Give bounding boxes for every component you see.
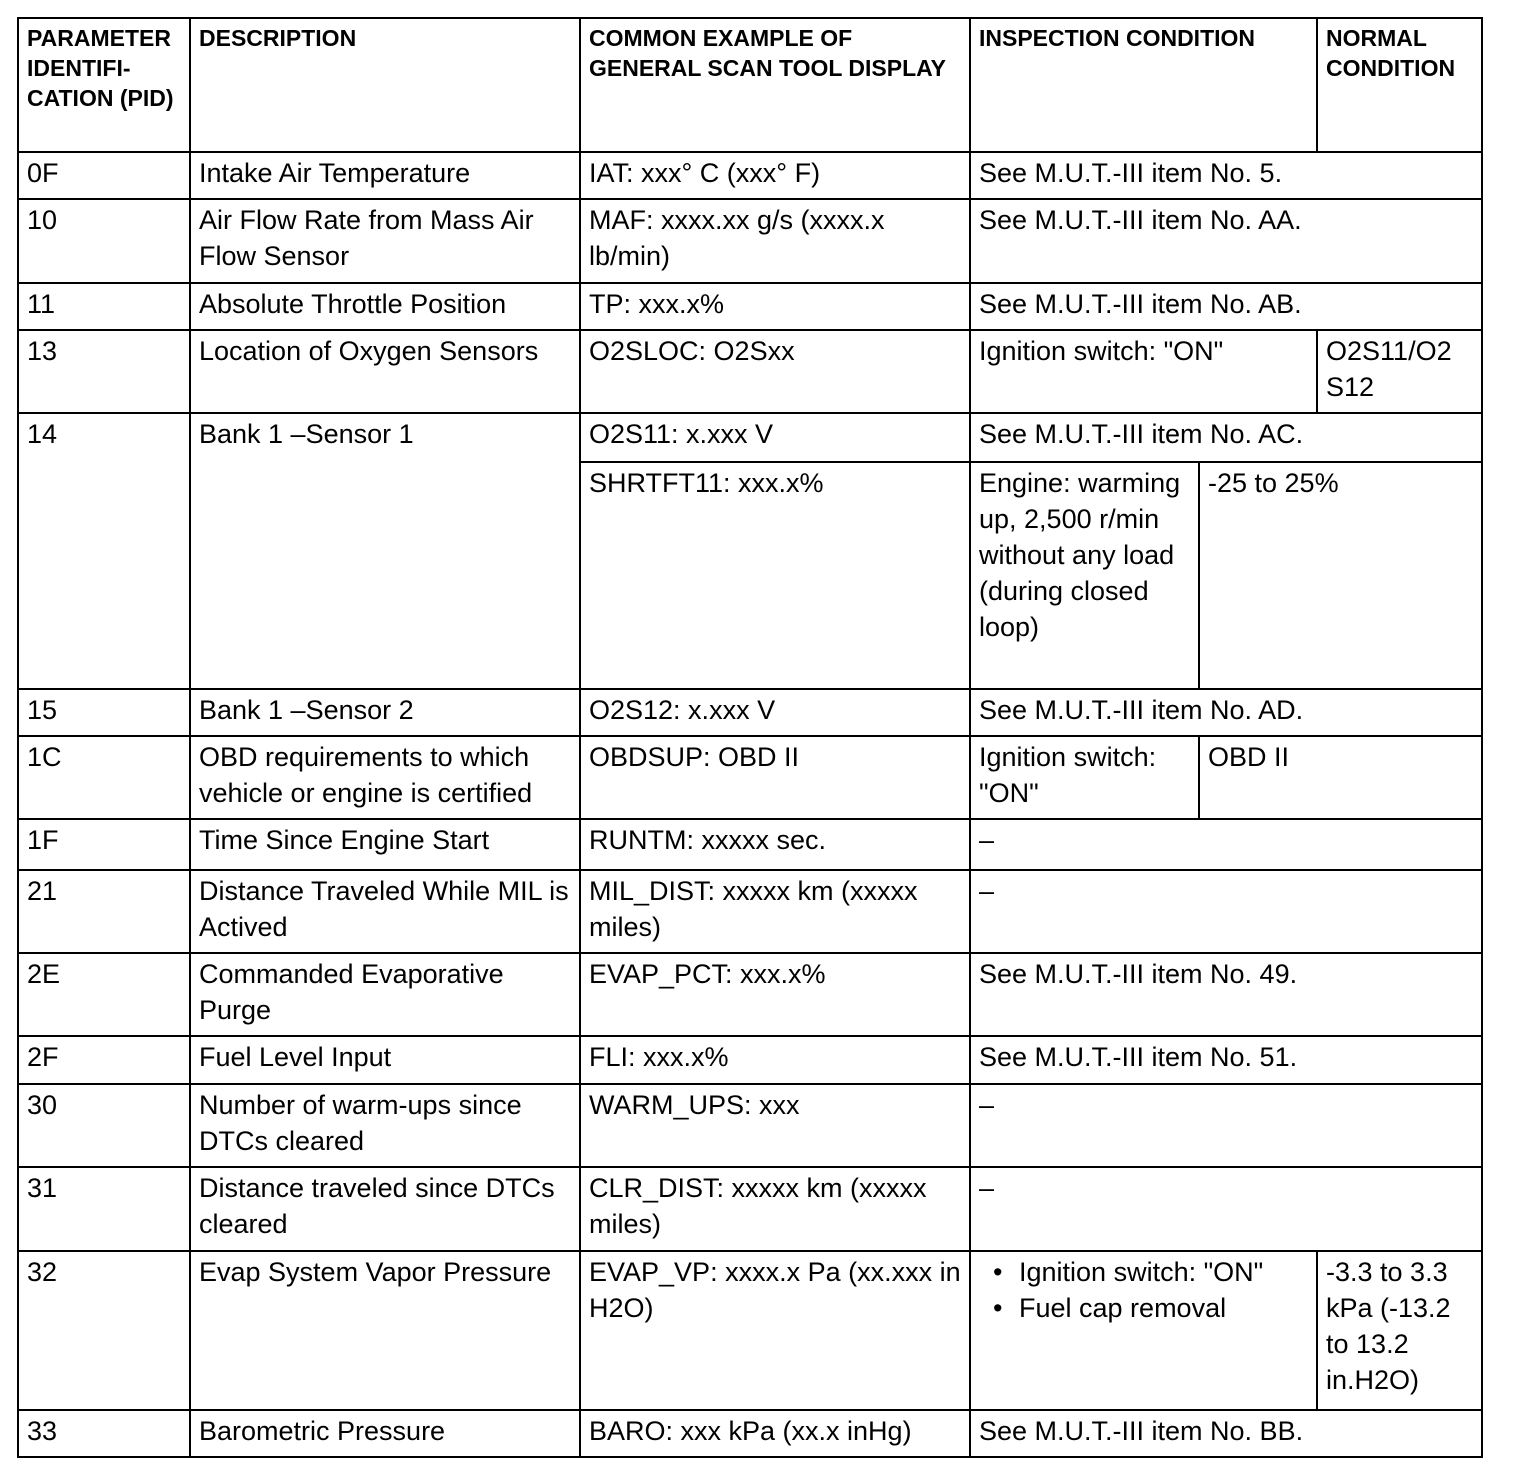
pid-cell: 31 <box>18 1167 190 1251</box>
example-cell: OBDSUP: OBD II <box>580 736 970 819</box>
normal-cell: OBD II <box>1199 736 1482 819</box>
example-cell: MIL_DIST: xxxxx km (xxxxx miles) <box>580 870 970 953</box>
description-cell: Barometric Pressure <box>190 1410 580 1457</box>
inspection-cell: Ignition switch: "ON" <box>970 736 1199 819</box>
header-normal: NORMAL CONDITION <box>1317 18 1482 152</box>
condition-cell: – <box>970 1084 1482 1167</box>
condition-cell: See M.U.T.-III item No. 5. <box>970 152 1482 199</box>
pid-cell: 10 <box>18 199 190 283</box>
header-row <box>18 18 1482 152</box>
example-cell: TP: xxx.x% <box>580 283 970 330</box>
description-cell: Number of warm-ups since DTCs cleared <box>190 1084 580 1167</box>
description-cell: Commanded Evaporative Purge <box>190 953 580 1036</box>
pid-cell: 0F <box>18 152 190 199</box>
example-cell: EVAP_VP: xxxx.x Pa (xx.xxx in H2O) <box>580 1251 970 1410</box>
header-pid: PARAMETER IDENTIFI-CATION (PID) <box>18 18 190 152</box>
inspection-list <box>979 1254 1308 1326</box>
pid-cell: 1F <box>18 819 190 870</box>
table-row <box>18 199 1482 283</box>
table-row <box>18 1167 1482 1251</box>
example-cell: RUNTM: xxxxx sec. <box>580 819 970 870</box>
pid-cell: 32 <box>18 1251 190 1410</box>
example-cell: IAT: xxx° C (xxx° F) <box>580 152 970 199</box>
pid-cell: 15 <box>18 689 190 736</box>
table-row <box>18 1251 1482 1410</box>
table-row <box>18 870 1482 953</box>
description-cell: Bank 1 –Sensor 1 <box>190 413 580 689</box>
description-cell: Bank 1 –Sensor 2 <box>190 689 580 736</box>
table-row <box>18 1084 1482 1167</box>
description-cell: Air Flow Rate from Mass Air Flow Sensor <box>190 199 580 283</box>
example-cell: BARO: xxx kPa (xx.x inHg) <box>580 1410 970 1457</box>
description-cell: Distance Traveled While MIL is Actived <box>190 870 580 953</box>
pid-cell: 13 <box>18 330 190 413</box>
condition-cell: See M.U.T.-III item No. BB. <box>970 1410 1482 1457</box>
table-row <box>18 1410 1482 1457</box>
table-row <box>18 152 1482 199</box>
description-cell: OBD requirements to which vehicle or engine is certified <box>190 736 580 819</box>
pid-cell: 1C <box>18 736 190 819</box>
condition-cell: – <box>970 819 1482 870</box>
example-cell: MAF: xxxx.xx g/s (xxxx.x lb/min) <box>580 199 970 283</box>
example-cell: FLI: xxx.x% <box>580 1036 970 1084</box>
description-cell: Evap System Vapor Pressure <box>190 1251 580 1410</box>
table-row <box>18 330 1482 413</box>
table-row <box>18 689 1482 736</box>
inspection-cell: Ignition switch: "ON" <box>970 330 1317 413</box>
example-cell: WARM_UPS: xxx <box>580 1084 970 1167</box>
condition-cell: See M.U.T.-III item No. AB. <box>970 283 1482 330</box>
table-row <box>18 736 1482 819</box>
condition-cell: See M.U.T.-III item No. 49. <box>970 953 1482 1036</box>
example-cell: EVAP_PCT: xxx.x% <box>580 953 970 1036</box>
table-row <box>18 413 1482 462</box>
condition-cell: – <box>970 870 1482 953</box>
inspection-cell: Engine: warming up, 2,500 r/min without any load (during closed loop) <box>970 462 1199 689</box>
description-cell: Time Since Engine Start <box>190 819 580 870</box>
table-row <box>18 953 1482 1036</box>
pid-cell: 33 <box>18 1410 190 1457</box>
example-cell: O2S12: x.xxx V <box>580 689 970 736</box>
example-cell: O2SLOC: O2Sxx <box>580 330 970 413</box>
header-example: COMMON EXAMPLE OF GENERAL SCAN TOOL DISPLAY <box>580 18 970 152</box>
description-cell: Fuel Level Input <box>190 1036 580 1084</box>
header-description: DESCRIPTION <box>190 18 580 152</box>
normal-cell: -25 to 25% <box>1199 462 1482 689</box>
condition-cell: See M.U.T.-III item No. AD. <box>970 689 1482 736</box>
description-cell: Distance traveled since DTCs cleared <box>190 1167 580 1251</box>
pid-cell: 21 <box>18 870 190 953</box>
inspection-cell <box>970 1251 1317 1410</box>
pid-cell: 30 <box>18 1084 190 1167</box>
table-row <box>18 1036 1482 1084</box>
normal-cell: O2S11/O2 S12 <box>1317 330 1482 413</box>
header-inspection: INSPECTION CONDITION <box>970 18 1317 152</box>
pid-cell: 2E <box>18 953 190 1036</box>
description-cell: Intake Air Temperature <box>190 152 580 199</box>
example-cell: SHRTFT11: xxx.x% <box>580 462 970 689</box>
example-cell: O2S11: x.xxx V <box>580 413 970 462</box>
condition-cell: See M.U.T.-III item No. AC. <box>970 413 1482 462</box>
pid-cell: 14 <box>18 413 190 689</box>
list-item: • Fuel cap removal <box>987 1290 1308 1326</box>
pid-table <box>17 17 1483 1458</box>
description-cell: Location of Oxygen Sensors <box>190 330 580 413</box>
condition-cell: See M.U.T.-III item No. 51. <box>970 1036 1482 1084</box>
condition-cell: See M.U.T.-III item No. AA. <box>970 199 1482 283</box>
pid-cell: 11 <box>18 283 190 330</box>
table-row <box>18 819 1482 870</box>
condition-cell: – <box>970 1167 1482 1251</box>
description-cell: Absolute Throttle Position <box>190 283 580 330</box>
normal-cell: -3.3 to 3.3 kPa (-13.2 to 13.2 in.H2O) <box>1317 1251 1482 1410</box>
example-cell: CLR_DIST: xxxxx km (xxxxx miles) <box>580 1167 970 1251</box>
list-item: • Ignition switch: "ON" <box>987 1254 1308 1290</box>
table-row <box>18 283 1482 330</box>
pid-cell: 2F <box>18 1036 190 1084</box>
